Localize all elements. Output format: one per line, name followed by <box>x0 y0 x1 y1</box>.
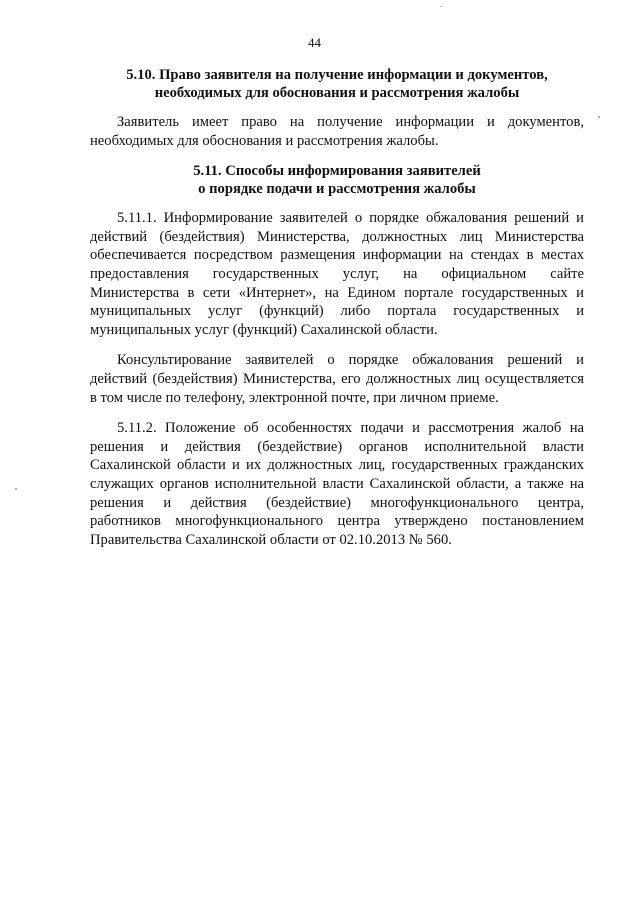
section-5-11-1-paragraph <box>90 209 584 339</box>
paragraph-line: решения и действия (бездействие) органов исполнительной власти <box>90 438 584 455</box>
section-5-11-title-line-2: о порядке подачи и рассмотрения жалобы <box>198 181 476 198</box>
paragraph-line: 5.11.1. Информирование заявителей о порядке обжалования решений и <box>117 210 584 227</box>
document-body <box>90 66 584 549</box>
consultation-paragraph <box>90 351 584 407</box>
paragraph-line: обеспечивается посредством размещения информации на стендах в местах <box>90 247 584 264</box>
paragraph-line: Министерства в сети «Интернет», на Едином портале государственных и <box>90 284 584 301</box>
paragraph-line: предоставления государственных услуг, на официальном сайте <box>90 265 584 282</box>
paragraph-line: решения и действия (бездействие) многофункционального центра, <box>90 494 584 511</box>
paragraph-line: действий (бездействия) Министерства, должностных лиц Министерства <box>90 228 584 245</box>
paragraph-line: Правительства Сахалинской области от 02.10.2013 № 560. <box>90 531 452 548</box>
paragraph-line: необходимых для обоснования и рассмотрения жалобы. <box>90 132 439 149</box>
paragraph-line: Заявитель имеет право на получение информации и документов, <box>117 114 584 130</box>
paragraph-line: служащих органов исполнительной власти Сахалинской области, а также на <box>90 475 584 492</box>
scan-speck <box>598 116 600 118</box>
paragraph-line: в том числе по телефону, электронной почте, при личном приеме. <box>90 389 499 406</box>
scan-speck <box>440 6 442 7</box>
paragraph-line: действий (бездействия) Министерства, его должностных лиц осуществляется <box>90 370 584 387</box>
page-number: 44 <box>308 35 321 50</box>
paragraph-line: муниципальных услуг (функций) либо портала государственных и <box>90 303 584 320</box>
section-5-11-2-paragraph <box>90 419 584 549</box>
paragraph-line: 5.11.2. Положение об особенностях подачи и рассмотрения жалоб на <box>117 420 584 437</box>
section-5-10-title-line-1: 5.10. Право заявителя на получение информации и документов, <box>126 67 548 83</box>
section-5-11-title-line-1: 5.11. Способы информирования заявителей <box>193 163 481 180</box>
paragraph-line: Консультирование заявителей о порядке обжалования решений и <box>117 352 584 369</box>
scan-speck <box>15 488 17 490</box>
paragraph-line: работников многофункционального центра утверждено постановлением <box>90 513 584 530</box>
section-5-10-paragraph <box>90 113 584 150</box>
section-5-10-title-line-2: необходимых для обоснования и рассмотрения жалобы <box>154 85 520 101</box>
section-5-10-title <box>90 66 584 102</box>
paragraph-line: Сахалинской области и их должностных лиц, государственных гражданских <box>90 457 584 474</box>
section-5-11-title <box>90 162 584 198</box>
paragraph-line: муниципальных услуг (функций) Сахалинской области. <box>90 321 438 338</box>
